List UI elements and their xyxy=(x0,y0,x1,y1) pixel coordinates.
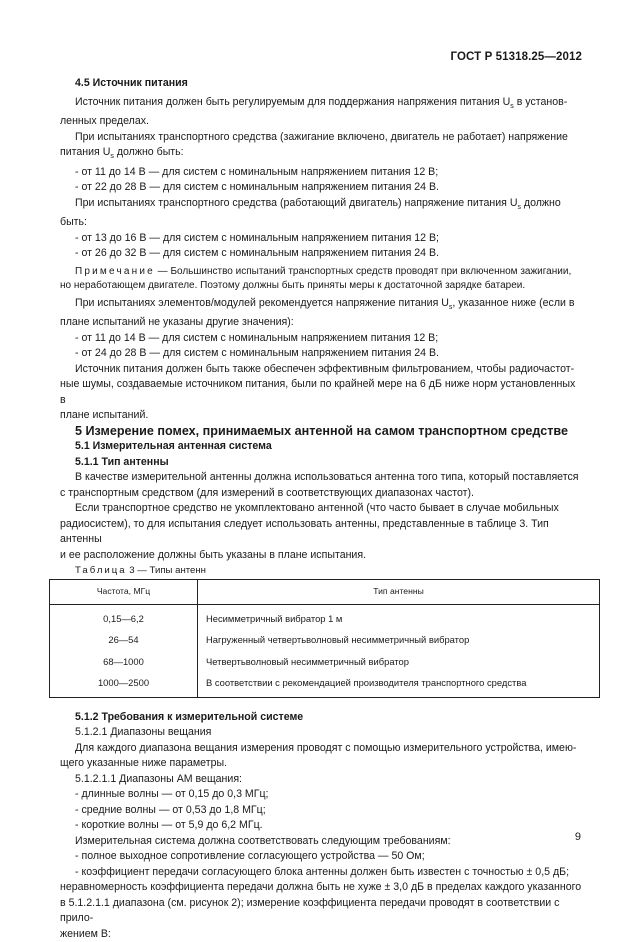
page-number: 9 xyxy=(574,831,581,843)
note: но неработающем двигателе. Поэтому должны быть приняты меры к достаточной зарядке батареи. xyxy=(60,279,526,291)
paragraph xyxy=(75,196,583,216)
paragraph xyxy=(75,296,583,316)
text: в установ- xyxy=(513,95,568,108)
paragraph: и ее расположение должны быть указаны в плане испытания. xyxy=(60,548,367,561)
table-caption xyxy=(75,563,583,579)
paragraph xyxy=(75,95,583,115)
standard-header: ГОСТ Р 51318.25—2012 xyxy=(450,51,582,63)
paragraph xyxy=(60,145,583,165)
list-item: - от 11 до 14 В — для систем с номинальным напряжением питания 12 В; xyxy=(75,331,439,344)
list-item: - от 26 до 32 В — для систем с номинальным напряжением питания 24 В. xyxy=(75,247,439,260)
cell-frequency: 1000—2500 xyxy=(50,672,198,697)
table-caption-text: 3 — Типы антенн xyxy=(126,565,206,577)
paragraph: В качестве измерительной антенны должна использоваться антенна того типа, который поставляется xyxy=(75,471,579,484)
list-item: - полное выходное сопротивление согласующего устройства — 50 Ом; xyxy=(75,850,425,863)
text: должно быть: xyxy=(113,146,184,159)
cell-antenna-type: Четвертьволновый несимметричный вибратор xyxy=(198,651,600,673)
cell-antenna-type: Нагруженный четвертьволновый несимметричный вибратор xyxy=(198,629,600,651)
section-5-1-2-title: 5.1.2 Требования к измерительной системе xyxy=(75,710,304,723)
list-item: - от 22 до 28 В — для систем с номинальным напряжением питания 24 В. xyxy=(75,181,439,194)
column-header-antenna-type: Тип антенны xyxy=(198,579,600,604)
cell-frequency: 68—1000 xyxy=(50,651,198,673)
section-5-1-title: 5.1 Измерительная антенная система xyxy=(75,440,272,453)
subscript: s xyxy=(510,102,514,110)
subscript: s xyxy=(517,203,521,211)
paragraph: Источник питания должен быть также обеспечен эффективным фильтрованием, чтобы радиочастот- xyxy=(75,362,575,375)
text: , указанное ниже (если в xyxy=(452,296,575,309)
paragraph: щего указанные ниже параметры. xyxy=(60,757,228,770)
subsection-5-1-2-1-title: 5.1.2.1 Диапазоны вещания xyxy=(75,726,212,739)
paragraph: радиосистем), то для испытания следует использовать антенны, представленные в таблице 3. Тип антенны xyxy=(60,517,549,546)
list-item: - средние волны — от 0,53 до 1,8 МГц; xyxy=(75,803,266,816)
section-5-title: 5 Измерение помех, принимаемых антенной на самом транспортном средстве xyxy=(75,423,569,438)
text: питания U xyxy=(60,146,111,159)
table-row xyxy=(50,604,600,629)
paragraph: неравномерность коэффициента передачи должна быть не хуже ± 3,0 дБ в пределах каждого указанного xyxy=(60,881,582,894)
paragraph: Для каждого диапазона вещания измерения проводят с помощью измерительного устройства, имею- xyxy=(75,741,577,754)
table-header-row xyxy=(50,579,600,604)
column-header-frequency: Частота, МГц xyxy=(50,579,198,604)
text: должно xyxy=(520,196,561,209)
table-row xyxy=(50,651,600,673)
list-item: - от 24 до 28 В — для систем с номинальным напряжением питания 24 В. xyxy=(75,347,439,360)
text: При испытаниях элементов/модулей рекомендуется напряжение питания U xyxy=(75,296,449,309)
paragraph: плане испытаний не указаны другие значения): xyxy=(60,316,294,329)
paragraph: жением В: xyxy=(60,927,111,940)
section-4-5-title: 4.5 Источник питания xyxy=(75,77,188,89)
paragraph: плане испытаний. xyxy=(60,409,149,422)
paragraph: Измерительная система должна соответствовать следующим требованиям: xyxy=(75,834,451,847)
paragraph: с транспортным средством (для измерений в соответствующих диапазонах частот). xyxy=(60,486,474,499)
paragraph: ленных пределах. xyxy=(60,115,149,128)
table-row xyxy=(50,629,600,651)
subsection-5-1-2-1-1-title: 5.1.2.1.1 Диапазоны АМ вещания: xyxy=(75,772,242,785)
paragraph: в 5.1.2.1.1 диапазона (см. рисунок 2); измерение коэффициента передачи проводят в соответствии с прило- xyxy=(60,896,560,925)
table-caption-label: Таблица xyxy=(75,565,127,577)
list-item: - коэффициент передачи согласующего блока антенны должен быть известен с точностью ± 0,5 дБ; xyxy=(75,865,570,878)
cell-antenna-type: В соответствии с рекомендацией производителя транспортного средства xyxy=(198,672,600,697)
paragraph: быть: xyxy=(60,216,87,229)
list-item: - длинные волны — от 0,15 до 0,3 МГц; xyxy=(75,788,269,801)
note-label: Примечание xyxy=(75,265,155,277)
note xyxy=(75,265,583,279)
cell-frequency: 26—54 xyxy=(50,629,198,651)
antenna-types-table xyxy=(49,579,600,698)
paragraph: ные шумы, создаваемые источником питания, были по крайней мере на 6 дБ ниже норм установленных в xyxy=(60,378,576,406)
list-item: - от 13 до 16 В — для систем с номинальным напряжением питания 12 В; xyxy=(75,231,439,244)
paragraph: При испытаниях транспортного средства (зажигание включено, двигатель не работает) напряжение xyxy=(75,130,568,143)
text: При испытаниях транспортного средства (работающий двигатель) напряжение питания U xyxy=(75,196,518,209)
section-5-1-1-title: 5.1.1 Тип антенны xyxy=(75,455,169,468)
page-content xyxy=(60,76,583,942)
subscript: s xyxy=(110,153,114,161)
table-row xyxy=(50,672,600,697)
text: Источник питания должен быть регулируемым для поддержания напряжения питания U xyxy=(75,95,511,108)
paragraph: Если транспортное средство не укомплектовано антенной (что часто бывает в случае мобильных xyxy=(75,502,559,515)
list-item: - короткие волны — от 5,9 до 6,2 МГц. xyxy=(75,819,263,832)
cell-antenna-type: Несимметричный вибратор 1 м xyxy=(198,604,600,629)
cell-frequency: 0,15—6,2 xyxy=(50,604,198,629)
subscript: s xyxy=(448,303,453,311)
list-item: - от 11 до 14 В — для систем с номинальным напряжением питания 12 В; xyxy=(75,165,439,178)
text: — Большинство испытаний транспортных средств проводят при включенном зажигании, xyxy=(154,265,572,277)
